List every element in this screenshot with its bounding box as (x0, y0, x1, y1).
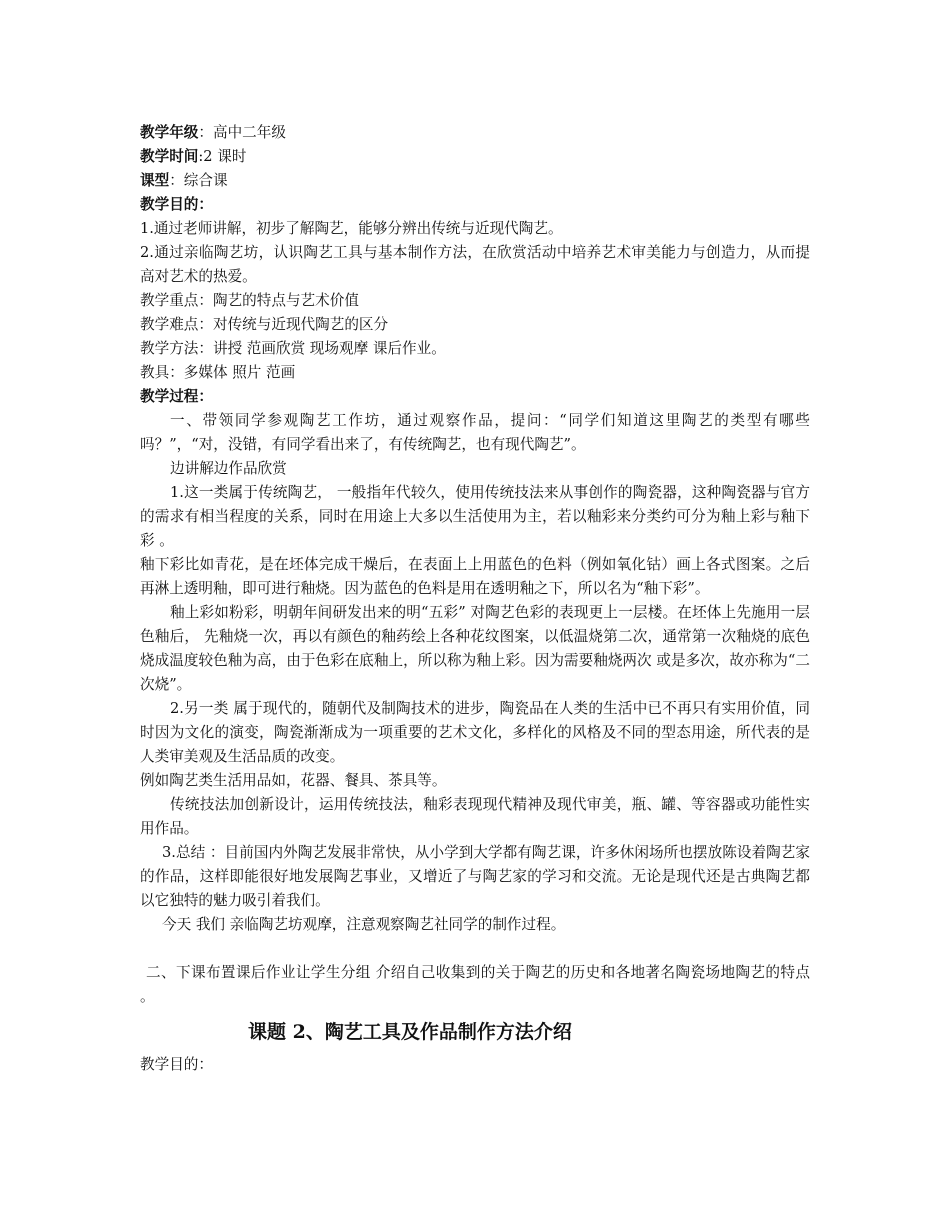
grade-line (140, 121, 810, 145)
process-label: 教学过程： (140, 388, 213, 405)
grade-value: ：高中二年级 (198, 124, 286, 141)
process-paragraph-modern: 2.另一类 属于现代的，随朝代及制陶技术的进步，陶瓷品在人类的生活中已不再只有实用价值，同时因为文化的演变，陶瓷渐渐成为一项重要的艺术文化，多样化的风格及不同的型态用途，所代表的是人类审美观及生活品质的改变。 (140, 700, 810, 765)
time-value: :2 课时 (198, 148, 247, 165)
type-line (140, 169, 810, 193)
goal-item-1: 1.通过老师讲解，初步了解陶艺，能够分辨出传统与近现代陶艺。 (140, 220, 563, 237)
process-paragraph-examples: 例如陶艺类生活用品如，花器、餐具、茶具等。 (140, 772, 447, 789)
process-paragraph-traditional: 1.这一类属于传统陶艺， 一般指年代较久，使用传统技法来从事创作的陶瓷器，这种陶瓷器与官方的需求有相当程度的关系，同时在用途上大多以生活使用为主，若以釉彩来分类约可分为釉上彩与釉下彩 。 (140, 484, 810, 549)
process-paragraph-today: 今天 我们 亲临陶艺坊观摩，注意观察陶艺社同学的制作过程。 (162, 916, 566, 933)
process-paragraph-appreciation: 边讲解边作品欣赏 (170, 460, 287, 477)
type-label: 课型 (140, 172, 170, 189)
teaching-difficulty: 教学难点：对传统与近现代陶艺的区分 (140, 316, 389, 333)
grade-label: 教学年级 (140, 124, 199, 141)
type-value: ：综合课 (169, 172, 228, 189)
teaching-focus: 教学重点：陶艺的特点与艺术价值 (140, 292, 359, 309)
process-paragraph-underglaze: 釉下彩比如青花，是在坯体完成干燥后，在表面上上用蓝色的色料（例如氧化钴）画上各式图案。之后再淋上透明釉，即可进行釉烧。因为蓝色的色料是用在透明釉之下，所以名为“釉下彩”。 (140, 556, 810, 597)
goal-label: 教学目的： (140, 196, 213, 213)
process-paragraph-visit: 一、带领同学参观陶艺工作坊，通过观察作品，提问：“同学们知道这里陶艺的类型有哪些吗？”，“对，没错，有同学看出来了，有传统陶艺，也有现代陶艺”。 (140, 412, 810, 453)
teaching-tools: 教具：多媒体 照片 范画 (140, 364, 296, 381)
document-page (140, 121, 810, 1077)
topic2-title: 课题 2、陶艺工具及作品制作方法介绍 (248, 1021, 572, 1043)
topic2-goal-label: 教学目的： (140, 1056, 213, 1073)
homework-paragraph: 二、下课布置课后作业让学生分组 介绍自己收集到的关于陶艺的历史和各地著名陶瓷场地陶艺的特点 。 (140, 964, 810, 1005)
time-label: 教学时间 (140, 148, 199, 165)
process-paragraph-summary: 3.总结 ：目前国内外陶艺发展非常快，从小学到大学都有陶艺课，许多休闲场所也摆放陈设着陶艺家的作品，这样即能很好地发展陶艺事业，又增近了与陶艺家的学习和交流。无论是现代还是古典陶艺都以它独特的魅力吸引着我们。 (140, 844, 810, 909)
time-line (140, 145, 810, 169)
teaching-method: 教学方法：讲授 范画欣赏 现场观摩 课后作业。 (140, 340, 446, 357)
process-paragraph-innovation: 传统技法加创新设计，运用传统技法，釉彩表现现代精神及现代审美，瓶、罐、等容器或功能性实用作品。 (140, 796, 810, 837)
goal-item-2: 2.通过亲临陶艺坊，认识陶艺工具与基本制作方法，在欣赏活动中培养艺术审美能力与创造力，从而提高对艺术的热爱。 (140, 244, 810, 285)
blank-line (140, 937, 810, 961)
process-paragraph-overglaze: 釉上彩如粉彩，明朝年间研发出来的明“五彩” 对陶艺色彩的表现更上一层楼。在坯体上先施用一层色釉后， 先釉烧一次，再以有颜色的釉药绘上各种花纹图案，以低温烧第二次，通常第一次釉烧的底色烧成温度较色釉为高，由于色彩在底釉上，所以称为釉上彩。因为需要釉烧两次 或是多次，故亦称为“二次烧”。 (140, 604, 810, 693)
